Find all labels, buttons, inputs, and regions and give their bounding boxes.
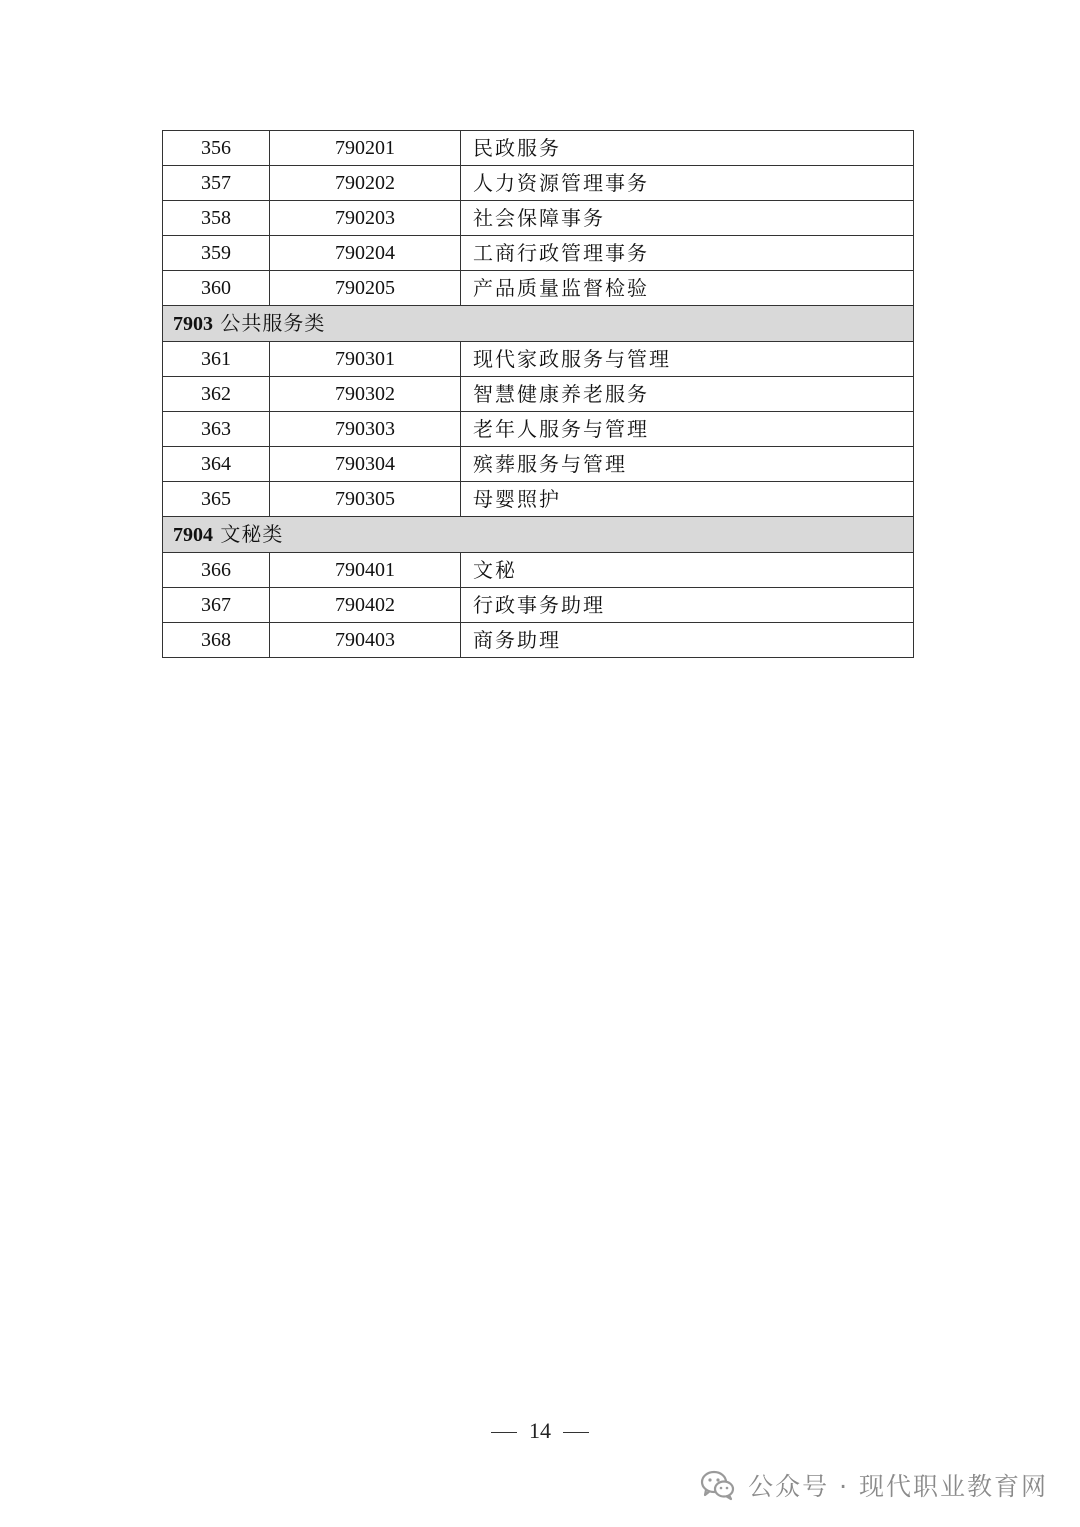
- seq-cell: 360: [163, 271, 270, 306]
- category-row: [163, 517, 914, 553]
- name-cell: 现代家政服务与管理: [461, 342, 914, 377]
- page-number: [0, 1418, 1080, 1444]
- major-table: [162, 130, 914, 658]
- seq-cell: 364: [163, 447, 270, 482]
- code-cell: 790204: [270, 236, 461, 271]
- table-row: [163, 271, 914, 306]
- name-cell: 行政事务助理: [461, 588, 914, 623]
- table-row: [163, 166, 914, 201]
- table-row: [163, 447, 914, 482]
- code-cell: 790201: [270, 131, 461, 166]
- table-row: [163, 201, 914, 236]
- code-cell: 790202: [270, 166, 461, 201]
- page-number-value: 14: [529, 1418, 551, 1443]
- page-number-dash-left: [491, 1432, 517, 1433]
- category-name: 文秘类: [220, 522, 284, 546]
- category-row: [163, 306, 914, 342]
- seq-cell: 368: [163, 623, 270, 658]
- table-row: [163, 482, 914, 517]
- name-cell: 工商行政管理事务: [461, 236, 914, 271]
- code-cell: 790304: [270, 447, 461, 482]
- watermark-text: 公众号 · 现代职业教育网: [748, 1472, 1048, 1501]
- seq-cell: 366: [163, 553, 270, 588]
- code-cell: 790303: [270, 412, 461, 447]
- table-row: [163, 236, 914, 271]
- table-row: [163, 412, 914, 447]
- code-cell: 790205: [270, 271, 461, 306]
- name-cell: 商务助理: [461, 623, 914, 658]
- code-cell: 790305: [270, 482, 461, 517]
- table-row: [163, 131, 914, 166]
- seq-cell: 365: [163, 482, 270, 517]
- watermark: [700, 1463, 1048, 1507]
- seq-cell: 361: [163, 342, 270, 377]
- seq-cell: 362: [163, 377, 270, 412]
- wechat-icon: [700, 1469, 736, 1501]
- code-cell: 790203: [270, 201, 461, 236]
- seq-cell: 358: [163, 201, 270, 236]
- code-cell: 790301: [270, 342, 461, 377]
- name-cell: 人力资源管理事务: [461, 166, 914, 201]
- seq-cell: 363: [163, 412, 270, 447]
- seq-cell: 359: [163, 236, 270, 271]
- name-cell: 社会保障事务: [461, 201, 914, 236]
- name-cell: 产品质量监督检验: [461, 271, 914, 306]
- table-row: [163, 588, 914, 623]
- name-cell: 文秘: [461, 553, 914, 588]
- name-cell: 母婴照护: [461, 482, 914, 517]
- seq-cell: 367: [163, 588, 270, 623]
- page-number-dash-right: [563, 1432, 589, 1433]
- table-row: [163, 553, 914, 588]
- category-name: 公共服务类: [220, 311, 326, 335]
- category-cell: [163, 306, 914, 342]
- code-cell: 790302: [270, 377, 461, 412]
- category-cell: [163, 517, 914, 553]
- name-cell: 民政服务: [461, 131, 914, 166]
- name-cell: 老年人服务与管理: [461, 412, 914, 447]
- category-code: 7903: [173, 313, 213, 335]
- name-cell: 殡葬服务与管理: [461, 447, 914, 482]
- table-row: [163, 377, 914, 412]
- table-body: [163, 131, 914, 658]
- seq-cell: 356: [163, 131, 270, 166]
- seq-cell: 357: [163, 166, 270, 201]
- category-code: 7904: [173, 524, 213, 546]
- table-row: [163, 623, 914, 658]
- code-cell: 790403: [270, 623, 461, 658]
- code-cell: 790402: [270, 588, 461, 623]
- name-cell: 智慧健康养老服务: [461, 377, 914, 412]
- table-row: [163, 342, 914, 377]
- code-cell: 790401: [270, 553, 461, 588]
